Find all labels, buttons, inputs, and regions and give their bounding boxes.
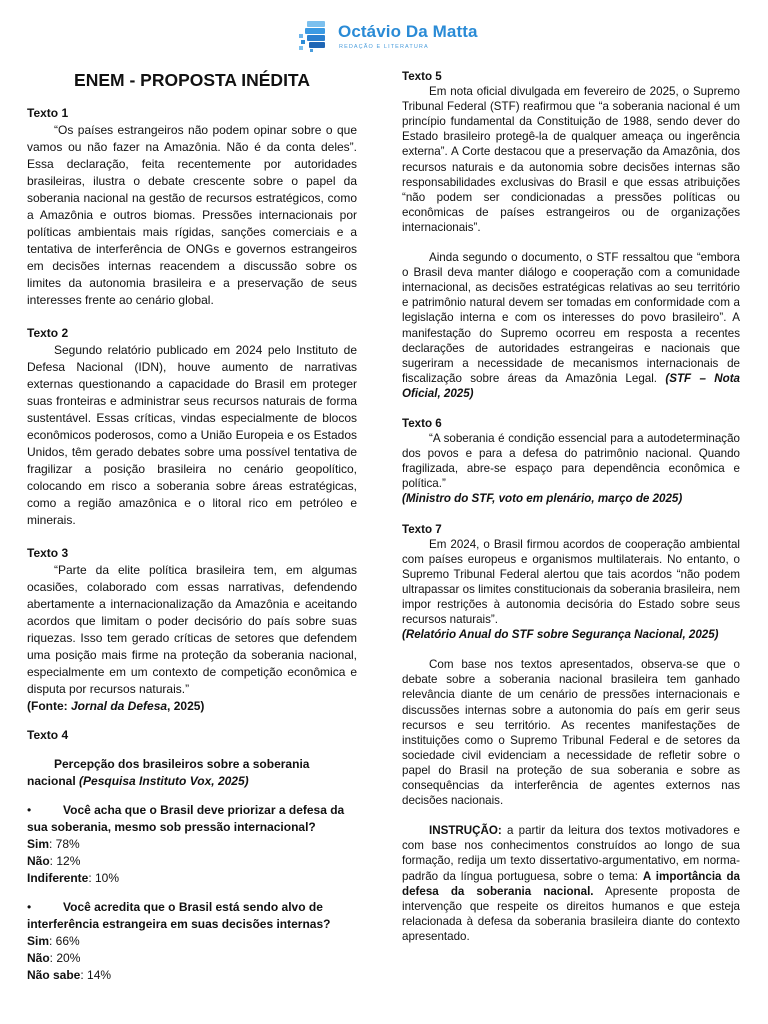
answer-row [27,870,357,887]
answer-row [27,853,357,870]
survey-title [27,756,357,790]
right-column [402,69,740,944]
texto3-heading: Texto 3 [27,546,69,560]
answer-label: Indiferente [27,871,89,885]
texto6-source [402,491,740,506]
texto5-paragraph-2 [402,250,740,401]
answer-label: Sim [27,934,50,948]
page-title: ENEM - PROPOSTA INÉDITA [74,70,310,90]
survey-question-2-text: Você acredita que o Brasil está sendo alvo de interferência estrangeira em suas decisões internas? [27,900,331,931]
texto3-source-name: Jornal da Defesa [71,699,168,713]
texto2-body: Segundo relatório publicado em 2024 pelo Instituto de Defesa Nacional (IDN), houve aumento de narrativas externas questionando a capacidade do Brasil em proteger suas fronteiras e administrar seus recursos naturais de forma sustentável. Essas críticas, vindas especialmente de blocos econômicos poderosos, como a União Europeia e os Estados Unidos, têm gerado debates sobre uma possível tentativa de fragilizar a posição brasileira no cenário geopolítico, colocando em risco a soberania sobre áreas estratégicas, como a região amazônica e o litoral rico em petróleo e minerais. [27,343,357,527]
answer-label: Não [27,854,50,868]
texto3-source-suffix: , 2025) [167,699,205,713]
texto7-heading: Texto 7 [402,522,442,536]
texto7-source-text: (Relatório Anual do STF sobre Segurança Nacional, 2025) [402,628,719,642]
texto5-heading: Texto 5 [402,70,442,83]
bullet-icon: • [27,900,32,914]
answer-value: : 66% [49,934,80,948]
answer-row [27,950,357,967]
instruction-theme: A importância da defesa da soberania nacional. [402,869,740,898]
texto3-body: “Parte da elite política brasileira tem, em algumas ocasiões, colaborado com essas narrativas, defendendo abertamente a internacionalização da Amazônia e aceitando acordos que limitam o poder decisório do país sobre suas riquezas. Isso tem gerado críticas de setores que defendem uma posição mais firme na proteção da soberania nacional, especialmente em um contexto de competição econômica e disputa por recursos naturais.” [27,563,357,696]
texto1-heading: Texto 1 [27,106,69,120]
texto5-paragraph-2-text: Ainda segundo o documento, o STF ressaltou que “embora o Brasil deva manter diálogo e cooperação com a comunidade internacional, as decisões estratégicas relativas ao seu território e patrimônio natural devem ser tomadas em conformidade com a legislação interna e com os interesses do povo brasileiro”. A manifestação do Supremo ocorreu em resposta a recentes declarações de autoridades estrangeiras e nacionais que sugeriram a necessidade de mecanismos internacionais de fiscalização sobre áreas da Amazônia Legal. [402,251,740,385]
left-column [27,64,357,984]
instruction-text-2: Apresente proposta de intervenção que respeite os direitos humanos e que esteja relacionada à defesa da soberania brasileira diante do contexto apresentado. [402,884,740,943]
texto4-heading: Texto 4 [27,728,69,742]
answer-value: : 20% [49,951,81,965]
brand-tagline: REDAÇÃO E LITERATURA [339,44,429,50]
answer-label: Não [27,951,50,965]
instruction-paragraph [402,823,740,944]
bullet-icon: • [27,803,32,817]
texto5-paragraph-1: Em nota oficial divulgada em fevereiro de 2025, o Supremo Tribunal Federal (STF) reafirmou que “a soberania nacional é um princípio fundamental da Constituição de 1988, sendo dever do Estado brasileiro protegê-la de qualquer ameaça ou ingerência externa”. A Corte destacou que a preservação da Amazônia, dos recursos naturais e da autonomia sobre decisões internas são responsabilidades exclusivas do Brasil e que essas atribuições “não podem ser condicionadas a pressões políticas ou econômicas de países estrangeiros ou de organizações internacionais”. [402,85,740,234]
answer-row [27,836,357,853]
survey-question-1-text: Você acha que o Brasil deve priorizar a defesa da sua soberania, mesmo sob pressão internacional? [27,803,345,834]
answer-row [27,967,357,984]
answer-row [27,933,357,950]
texto5-source: (STF – Nota Oficial, 2025) [402,371,741,400]
conclusion-paragraph: Com base nos textos apresentados, observa-se que o debate sobre a soberania nacional brasileira tem ganhado relevância diante de um cenário de pressões internacionais e discussões internas sobre a autonomia do país em gerir seus recursos e seu território. As recentes manifestações de instituições como o Supremo Tribunal Federal e de setores da sociedade civil evidenciam a necessidade de refletir sobre o papel do Brasil na proteção de sua soberania e sobre as consequências da interferência de agentes externos nas decisões nacionais. [402,658,740,808]
texto3-source [27,698,357,715]
answer-value: : 12% [49,854,81,868]
answer-value: : 10% [88,871,120,885]
survey-title-text: Percepção dos brasileiros sobre a soberania nacional [27,757,310,788]
texto6-heading: Texto 6 [402,416,442,430]
survey-question-2 [27,899,357,933]
answer-label: Sim [27,837,50,851]
instruction-label: INSTRUÇÃO: [429,824,502,838]
texto1-body: “Os países estrangeiros não podem opinar sobre o que vamos ou não fazer na Amazônia. Não é da conta deles”. Essa declaração, feita recentemente por autoridades brasileiras, ilustra o debate crescente sobre o papel da soberania nacional na gestão de recursos estratégicos, como a Amazônia e outros biomas. Pressões internacionais por políticas ambientais mais rígidas, sanções comerciais e a tentativa de interferência de ONGs e governos estrangeiros em decisões internas reacendem a discussão sobre os limites da autonomia brasileira e a preservação de seus interesses frente ao cenário global. [27,123,357,307]
survey-question-1 [27,802,357,836]
answer-value: : 78% [49,837,80,851]
instruction-text-1: a partir da leitura dos textos motivadores e com base nos conhecimentos construídos ao longo de sua formação, redija um texto dissertativo-argumentativo, em norma-padrão da língua portuguesa, sobre o tema: [402,824,740,883]
texto6-source-text: (Ministro do STF, voto em plenário, março de 2025) [402,492,683,506]
answer-label: Não sabe [27,968,81,982]
texto2-heading: Texto 2 [27,326,69,340]
books-logo-icon [298,20,328,54]
texto7-body: Em 2024, o Brasil firmou acordos de cooperação ambiental com países europeus e organismos multilaterais. No entanto, o Supremo Tribunal Federal alertou que tais acordos “não podem ultrapassar os limites constitucionais da soberania brasileira, nem impor restrições à autonomia decisória do Estado sobre seus recursos naturais”. [402,537,740,627]
texto6-body: “A soberania é condição essencial para a autodeterminação dos povos e para a defesa do patrimônio nacional. Quando fragilizada, abre-se espaço para dependência econômica e política.” [402,432,740,491]
survey-source: (Pesquisa Instituto Vox, 2025) [79,774,249,788]
texto3-source-prefix: (Fonte: [27,699,71,713]
answer-value: : 14% [80,968,112,982]
texto7-source [402,627,740,642]
brand-name: Octávio Da Matta [338,22,478,41]
